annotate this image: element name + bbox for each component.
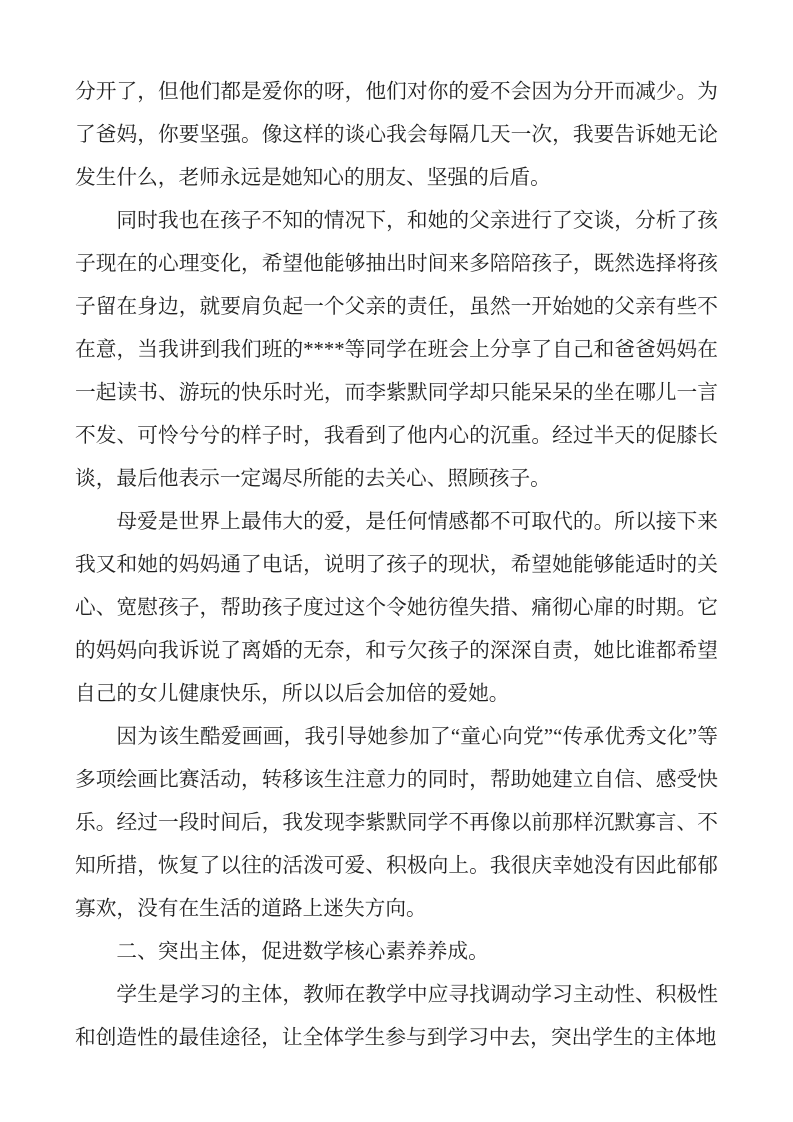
paragraph-continuation: 分开了，但他们都是爱你的呀，他们对你的爱不会因为分开而减少。为了爸妈，你要坚强。像这样的谈心我会每隔几天一次，我要告诉她无论发生什么，老师永远是她知心的朋友、坚强的后盾。: [75, 81, 718, 189]
paragraph-painting-contests: 因为该生酷爱画画，我引导她参加了“童心向党”“传承优秀文化”等多项绘画比赛活动，转移该生注意力的同时，帮助她建立自信、感受快乐。经过一段时间后，我发现李紫默同学不再像以前那样沉默寡言、不知所措，恢复了以往的活泼可爱、积极向上。我很庆幸她没有因此郁郁寡欢，没有在生活的道路上迷失方向。: [75, 726, 718, 920]
paragraph-mother-call: 母爱是世界上最伟大的爱，是任何情感都不可取代的。所以接下来我又和她的妈妈通了电话，说明了孩子的现状，希望她能够能适时的关心、宽慰孩子，帮助孩子度过这个令她彷徨失措、痛彻心扉的时期。它的妈妈向我诉说了离婚的无奈，和亏欠孩子的深深自责，她比谁都希望自己的女儿健康快乐，所以以后会加倍的爱她。: [75, 511, 718, 705]
paragraph-student-subject: 学生是学习的主体，教师在教学中应寻找调动学习主动性、积极性和创造性的最佳途径，让全体学生参与到学习中去，突出学生的主体地: [75, 984, 718, 1049]
paragraph-father-talk: 同时我也在孩子不知的情况下，和她的父亲进行了交谈，分析了孩子现在的心理变化，希望他能够抽出时间来多陪陪孩子，既然选择将孩子留在身边，就要肩负起一个父亲的责任，虽然一开始她的父亲有些不在意，当我讲到我们班的****等同学在班会上分享了自己和爸爸妈妈在一起读书、游玩的快乐时光，而李紫默同学却只能呆呆的坐在哪儿一言不发、可怜兮兮的样子时，我看到了他内心的沉重。经过半天的促膝长谈，最后他表示一定竭尽所能的去关心、照顾孩子。: [75, 210, 718, 490]
section-heading: 二、突出主体，促进数学核心素养养成。: [116, 941, 489, 963]
